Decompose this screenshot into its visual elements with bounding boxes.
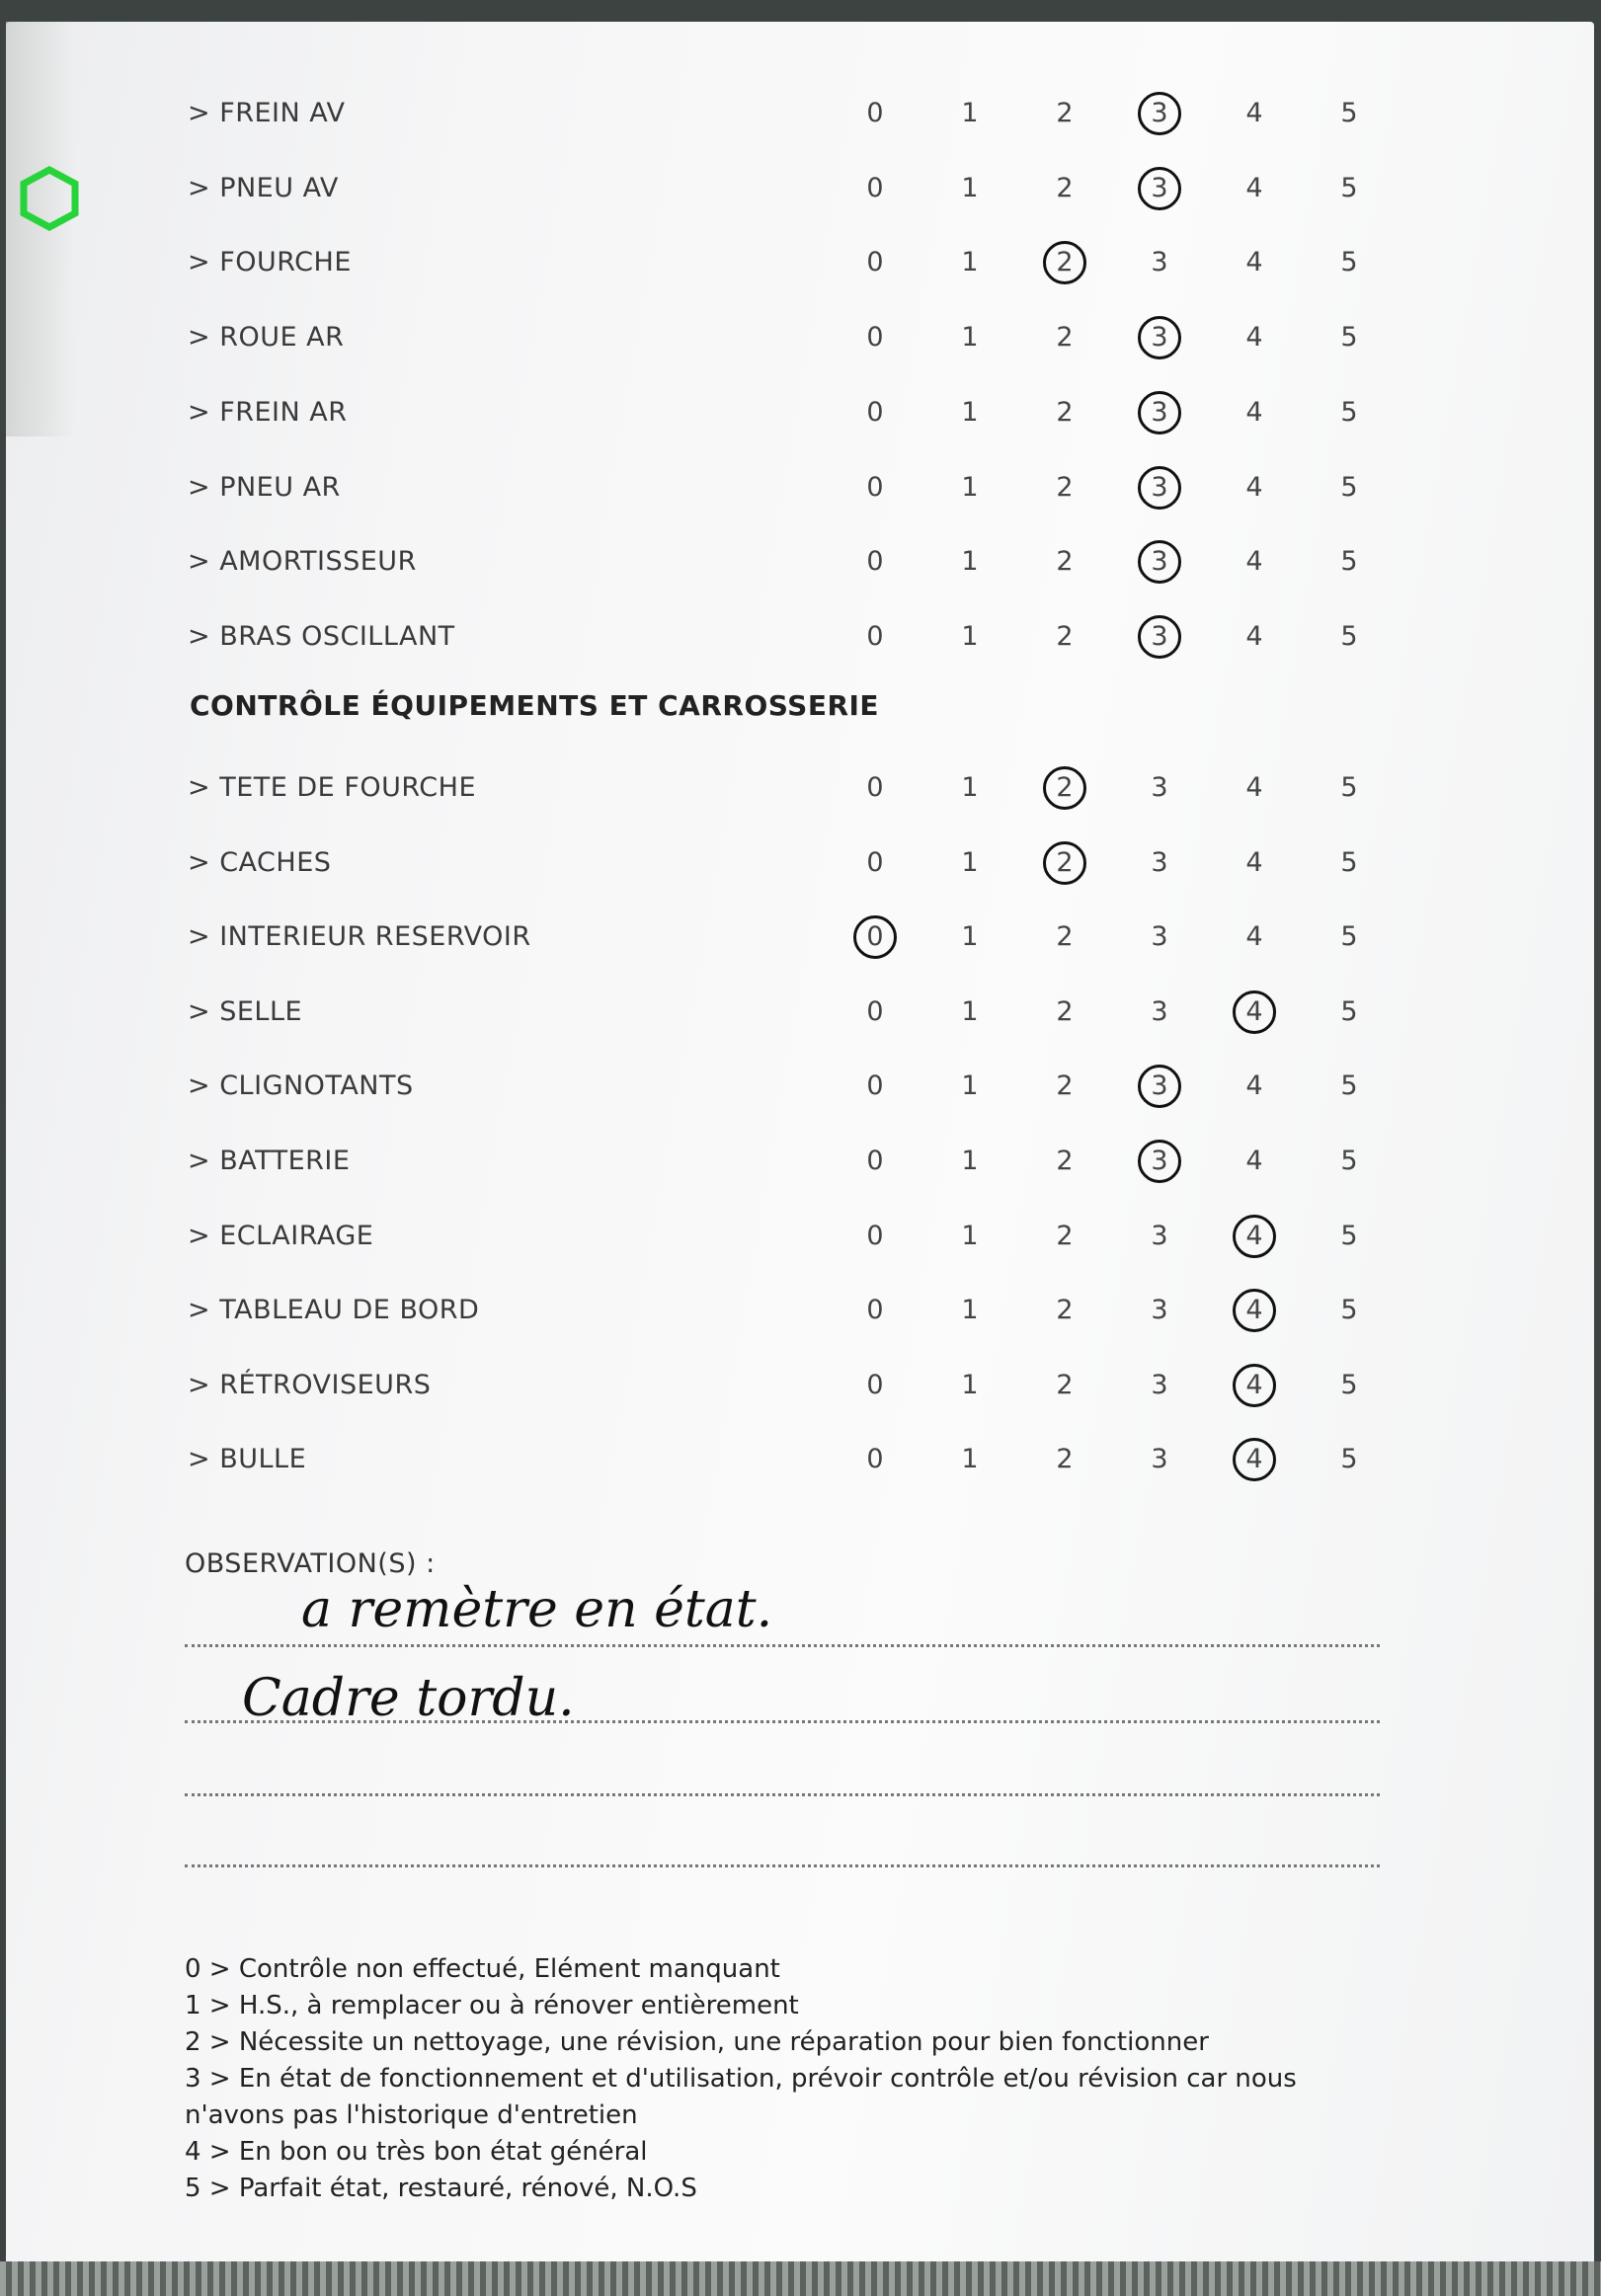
score-option[interactable]: 3 [1151, 247, 1168, 278]
score-option[interactable]: 4 [1235, 992, 1274, 1032]
score-option[interactable]: 3 [1140, 169, 1179, 208]
selected-score-circle [1138, 391, 1181, 435]
score-option[interactable]: 4 [1245, 98, 1263, 128]
score-option[interactable]: 3 [1140, 542, 1179, 582]
selected-score-circle [1138, 466, 1181, 510]
score-option[interactable]: 2 [1056, 172, 1074, 203]
score-option[interactable]: 1 [961, 772, 979, 803]
score-option[interactable]: 4 [1245, 772, 1263, 803]
row-label: > CACHES [188, 846, 332, 878]
score-option[interactable]: 2 [1056, 98, 1074, 128]
score-option[interactable]: 2 [1056, 1369, 1074, 1400]
score-option[interactable]: 0 [866, 172, 884, 203]
score-option[interactable]: 1 [961, 247, 979, 278]
checklist-row [0, 169, 1601, 208]
score-option[interactable]: 0 [866, 620, 884, 652]
observation-line [185, 1793, 1380, 1796]
score-option[interactable]: 5 [1340, 322, 1358, 354]
selected-score-circle [1233, 1364, 1276, 1407]
observation-line [185, 1864, 1380, 1867]
row-label: > RÉTROVISEURS [188, 1369, 432, 1400]
row-label: > TABLEAU DE BORD [188, 1295, 480, 1326]
score-option[interactable]: 1 [961, 846, 979, 878]
score-option[interactable]: 4 [1245, 846, 1263, 878]
score-option[interactable]: 2 [1056, 471, 1074, 503]
score-option[interactable]: 0 [866, 396, 884, 428]
score-option[interactable]: 0 [866, 1146, 884, 1176]
section-title: CONTRÔLE ÉQUIPEMENTS ET CARROSSERIE [190, 689, 880, 722]
score-option[interactable]: 5 [1340, 1369, 1358, 1400]
score-option[interactable]: 0 [866, 546, 884, 578]
legend-line: 0 > Contrôle non effectué, Elément manquant [185, 1954, 780, 1984]
score-option[interactable]: 0 [866, 471, 884, 503]
row-label: > AMORTISSEUR [188, 546, 417, 578]
score-option[interactable]: 1 [961, 172, 979, 203]
score-option[interactable]: 2 [1056, 995, 1074, 1027]
row-label: > TETE DE FOURCHE [188, 772, 476, 803]
row-label: > BRAS OSCILLANT [188, 620, 455, 652]
score-option[interactable]: 5 [1340, 620, 1358, 652]
score-option[interactable]: 5 [1340, 396, 1358, 428]
score-option[interactable]: 0 [866, 98, 884, 128]
score-option[interactable]: 3 [1151, 772, 1168, 803]
score-option[interactable]: 4 [1245, 322, 1263, 354]
selected-score-circle [1138, 540, 1181, 584]
score-option[interactable]: 3 [1140, 318, 1179, 357]
score-option[interactable]: 4 [1245, 546, 1263, 578]
score-option[interactable]: 5 [1340, 772, 1358, 803]
legend-line: 3 > En état de fonctionnement et d'utilisation, prévoir contrôle et/ou révision car nous [185, 2064, 1297, 2094]
row-label: > ROUE AR [188, 322, 345, 354]
score-option[interactable]: 0 [866, 1220, 884, 1251]
checklist-row [0, 617, 1601, 657]
score-option[interactable]: 0 [866, 1444, 884, 1475]
checklist-row [0, 1291, 1601, 1330]
checklist-row [0, 393, 1601, 433]
score-option[interactable]: 1 [961, 1146, 979, 1176]
score-option[interactable]: 2 [1056, 546, 1074, 578]
score-option[interactable]: 5 [1340, 98, 1358, 128]
checklist-row [0, 992, 1601, 1032]
checklist-row [0, 917, 1601, 957]
score-option[interactable]: 5 [1340, 1070, 1358, 1102]
score-option[interactable]: 2 [1045, 243, 1084, 282]
score-option[interactable]: 4 [1245, 1070, 1263, 1102]
observation-handwriting: Cadre tordu. [242, 1669, 575, 1728]
score-option[interactable]: 3 [1140, 1067, 1179, 1106]
score-option[interactable]: 4 [1235, 1217, 1274, 1256]
score-option[interactable]: 5 [1340, 921, 1358, 953]
checklist-row [0, 94, 1601, 133]
score-option[interactable]: 0 [866, 1295, 884, 1326]
score-option[interactable]: 5 [1340, 995, 1358, 1027]
score-option[interactable]: 3 [1151, 1369, 1168, 1400]
binder-edge [0, 2261, 1601, 2296]
selected-score-circle [1233, 1438, 1276, 1481]
legend-line: n'avons pas l'historique d'entretien [185, 2100, 638, 2130]
score-option[interactable]: 4 [1245, 172, 1263, 203]
legend-line: 4 > En bon ou très bon état général [185, 2137, 648, 2167]
score-option[interactable]: 1 [961, 995, 979, 1027]
score-option[interactable]: 2 [1056, 322, 1074, 354]
score-option[interactable]: 1 [961, 1295, 979, 1326]
score-option[interactable]: 5 [1340, 1295, 1358, 1326]
score-option[interactable]: 3 [1140, 94, 1179, 133]
observation-line [185, 1644, 1380, 1647]
row-label: > BATTERIE [188, 1146, 351, 1176]
row-label: > FOURCHE [188, 247, 352, 278]
score-option[interactable]: 0 [866, 322, 884, 354]
score-option[interactable]: 3 [1151, 1444, 1168, 1475]
score-option[interactable]: 3 [1151, 995, 1168, 1027]
checklist-row [0, 1142, 1601, 1181]
selected-score-circle [1043, 766, 1086, 810]
score-option[interactable]: 1 [961, 471, 979, 503]
score-option[interactable]: 2 [1056, 396, 1074, 428]
row-label: > SELLE [188, 995, 303, 1027]
legend-line: 2 > Nécessite un nettoyage, une révision, une réparation pour bien fonctionner [185, 2027, 1209, 2057]
score-option[interactable]: 4 [1245, 620, 1263, 652]
score-option[interactable]: 1 [961, 620, 979, 652]
selected-score-circle [1138, 615, 1181, 659]
score-option[interactable]: 2 [1056, 1220, 1074, 1251]
score-option[interactable]: 3 [1151, 921, 1168, 953]
score-option[interactable]: 4 [1245, 471, 1263, 503]
row-label: > BULLE [188, 1444, 307, 1475]
rating-legend [185, 1951, 1370, 2207]
score-option[interactable]: 0 [866, 1369, 884, 1400]
score-option[interactable]: 1 [961, 546, 979, 578]
selected-score-circle [1138, 92, 1181, 135]
selected-score-circle [853, 915, 897, 959]
checklist-row [0, 1366, 1601, 1405]
score-option[interactable]: 4 [1245, 921, 1263, 953]
score-option[interactable]: 5 [1340, 1444, 1358, 1475]
legend-line: 1 > H.S., à remplacer ou à rénover entièrement [185, 1991, 799, 2020]
score-option[interactable]: 3 [1140, 393, 1179, 433]
score-option[interactable]: 1 [961, 322, 979, 354]
score-option[interactable]: 2 [1045, 843, 1084, 883]
score-option[interactable]: 1 [961, 1369, 979, 1400]
checklist-row [0, 243, 1601, 282]
row-label: > CLIGNOTANTS [188, 1070, 414, 1102]
score-option[interactable]: 2 [1045, 768, 1084, 808]
legend-line: 5 > Parfait état, restauré, rénové, N.O.S [185, 2174, 697, 2203]
row-label: > FREIN AV [188, 98, 346, 128]
selected-score-circle [1043, 241, 1086, 284]
score-option[interactable]: 1 [961, 1070, 979, 1102]
score-option[interactable]: 1 [961, 396, 979, 428]
row-label: > INTERIEUR RESERVOIR [188, 921, 531, 953]
score-option[interactable]: 5 [1340, 172, 1358, 203]
score-option[interactable]: 3 [1140, 1142, 1179, 1181]
score-option[interactable]: 2 [1056, 921, 1074, 953]
selected-score-circle [1233, 990, 1276, 1034]
score-option[interactable]: 5 [1340, 247, 1358, 278]
selected-score-circle [1233, 1289, 1276, 1332]
score-option[interactable]: 2 [1056, 1146, 1074, 1176]
score-option[interactable]: 4 [1235, 1440, 1274, 1479]
checklist-row [0, 468, 1601, 508]
row-label: > ECLAIRAGE [188, 1220, 374, 1251]
score-option[interactable]: 4 [1245, 396, 1263, 428]
score-option[interactable]: 5 [1340, 846, 1358, 878]
score-option[interactable]: 2 [1056, 1295, 1074, 1326]
score-option[interactable]: 5 [1340, 471, 1358, 503]
score-option[interactable]: 1 [961, 1444, 979, 1475]
checklist-row [0, 1440, 1601, 1479]
score-option[interactable]: 5 [1340, 1220, 1358, 1251]
score-option[interactable]: 1 [961, 921, 979, 953]
score-option[interactable]: 2 [1056, 620, 1074, 652]
score-option[interactable]: 1 [961, 1220, 979, 1251]
selected-score-circle [1138, 167, 1181, 210]
score-option[interactable]: 1 [961, 98, 979, 128]
score-option[interactable]: 4 [1235, 1291, 1274, 1330]
checklist-row [0, 768, 1601, 808]
score-option[interactable]: 2 [1056, 1444, 1074, 1475]
checklist-row [0, 318, 1601, 357]
score-option[interactable]: 3 [1140, 468, 1179, 508]
score-option[interactable]: 3 [1151, 1220, 1168, 1251]
row-label: > PNEU AV [188, 172, 339, 203]
score-option[interactable]: 3 [1151, 1295, 1168, 1326]
selected-score-circle [1138, 1140, 1181, 1183]
score-option[interactable]: 3 [1140, 617, 1179, 657]
observation-handwriting: a remètre en état. [301, 1580, 773, 1639]
score-option[interactable]: 0 [866, 1070, 884, 1102]
checklist-row [0, 542, 1601, 582]
score-option[interactable]: 0 [866, 772, 884, 803]
selected-score-circle [1138, 316, 1181, 359]
score-option[interactable]: 5 [1340, 1146, 1358, 1176]
row-label: > FREIN AR [188, 396, 348, 428]
score-option[interactable]: 4 [1245, 247, 1263, 278]
observations-title: OBSERVATION(S) : [185, 1548, 436, 1579]
selected-score-circle [1138, 1065, 1181, 1108]
row-label: > PNEU AR [188, 471, 341, 503]
checklist-row [0, 1217, 1601, 1256]
score-option[interactable]: 3 [1151, 846, 1168, 878]
score-option[interactable]: 0 [855, 917, 895, 957]
score-option[interactable]: 0 [866, 995, 884, 1027]
score-option[interactable]: 4 [1235, 1366, 1274, 1405]
score-option[interactable]: 5 [1340, 546, 1358, 578]
score-option[interactable]: 0 [866, 846, 884, 878]
score-option[interactable]: 0 [866, 247, 884, 278]
selected-score-circle [1043, 841, 1086, 885]
score-option[interactable]: 2 [1056, 1070, 1074, 1102]
score-option[interactable]: 4 [1245, 1146, 1263, 1176]
selected-score-circle [1233, 1215, 1276, 1258]
checklist-row [0, 1067, 1601, 1106]
checklist-row [0, 843, 1601, 883]
